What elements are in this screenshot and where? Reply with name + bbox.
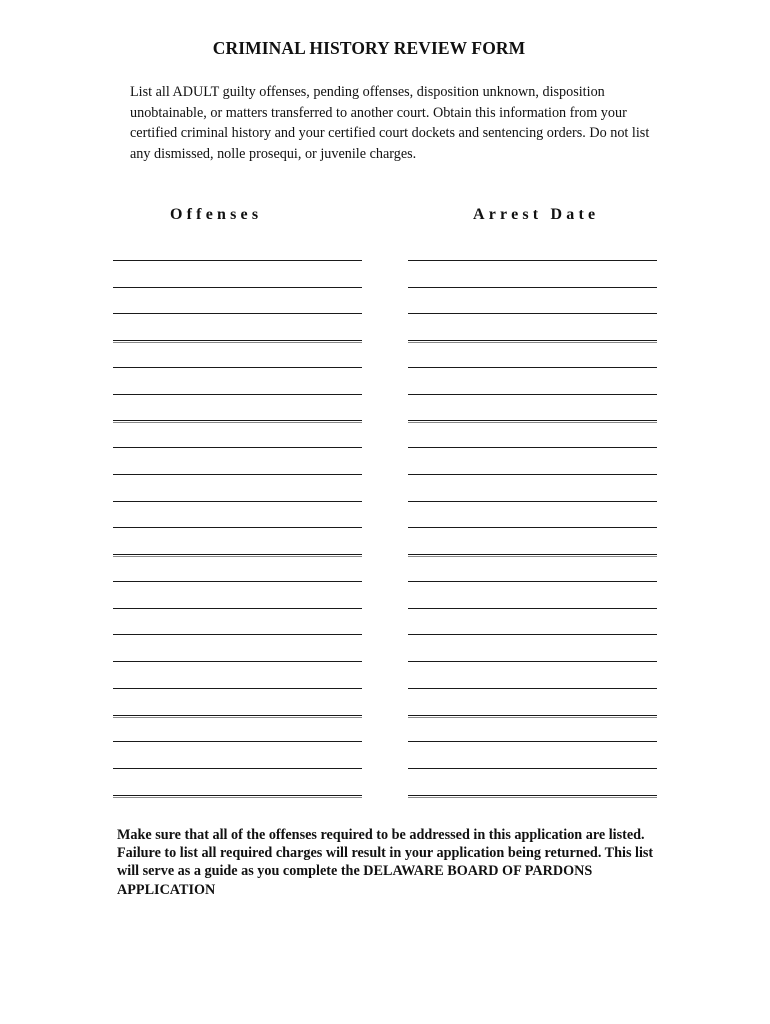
offense-blank-line[interactable]: [113, 488, 362, 515]
offense-blank-line[interactable]: [113, 301, 362, 328]
arrest-date-blank-line[interactable]: [408, 782, 657, 809]
arrest-date-blank-line[interactable]: [408, 354, 657, 381]
arrest-date-blank-line[interactable]: [408, 595, 657, 622]
offense-blank-line[interactable]: [113, 515, 362, 542]
arrest-date-blank-line[interactable]: [408, 622, 657, 649]
arrest-date-blank-line[interactable]: [408, 327, 657, 354]
arrest-date-blank-line[interactable]: [408, 301, 657, 328]
offense-blank-line[interactable]: [113, 247, 362, 274]
offense-blank-line[interactable]: [113, 354, 362, 381]
notice-text: Make sure that all of the offenses required to be addressed in this application are listed. Failure to list all required charges will result in your application being returned. This list will serve as a guide as you complete the DELAWARE BOARD OF PARDONS APPLICATION: [117, 827, 654, 898]
arrest-date-blank-line[interactable]: [408, 648, 657, 675]
offense-blank-line[interactable]: [113, 408, 362, 435]
offense-blank-line[interactable]: [113, 381, 362, 408]
arrest-date-blank-line[interactable]: [408, 274, 657, 301]
form-title: CRIMINAL HISTORY REVIEW FORM: [212, 38, 526, 58]
arrest-date-blank-line[interactable]: [408, 488, 657, 515]
offense-blank-line[interactable]: [113, 461, 362, 488]
arrest-date-blank-line[interactable]: [408, 702, 657, 729]
arrest-date-blank-line[interactable]: [408, 568, 657, 595]
offense-blank-line[interactable]: [113, 541, 362, 568]
arrest-date-blank-line[interactable]: [408, 461, 657, 488]
arrest-date-blank-line[interactable]: [408, 729, 657, 756]
arrest-date-blank-line[interactable]: [408, 381, 657, 408]
offense-blank-line[interactable]: [113, 622, 362, 649]
offense-blank-line[interactable]: [113, 702, 362, 729]
arrest-date-blank-line[interactable]: [408, 755, 657, 782]
offense-blank-line[interactable]: [113, 782, 362, 809]
offense-blank-line[interactable]: [113, 755, 362, 782]
offense-blank-line[interactable]: [113, 729, 362, 756]
arrest-date-blank-line[interactable]: [408, 247, 657, 274]
instructions-text: List all ADULT guilty offenses, pending offenses, disposition unknown, disposition unobtainable, or matters transferred to another court. Obtain this information from your certified criminal history and your certified court dockets and sentencing orders. Do not list any dismissed, nolle prosequi, or juvenile charges.: [130, 84, 650, 163]
arrest-date-column-header: Arrest Date: [473, 206, 600, 223]
arrest-date-blank-line[interactable]: [408, 515, 657, 542]
offense-blank-line[interactable]: [113, 327, 362, 354]
offense-blank-line[interactable]: [113, 274, 362, 301]
arrest-date-blank-line[interactable]: [408, 541, 657, 568]
offense-blank-line[interactable]: [113, 434, 362, 461]
offense-blank-line[interactable]: [113, 568, 362, 595]
offense-blank-line[interactable]: [113, 648, 362, 675]
arrest-date-blank-line[interactable]: [408, 675, 657, 702]
offense-blank-line[interactable]: [113, 675, 362, 702]
offense-blank-line[interactable]: [113, 595, 362, 622]
arrest-date-blank-line[interactable]: [408, 434, 657, 461]
arrest-date-blank-line[interactable]: [408, 408, 657, 435]
arrest-date-column: [408, 247, 657, 809]
offenses-column: [113, 247, 362, 809]
offenses-column-header: Offenses: [170, 206, 263, 223]
